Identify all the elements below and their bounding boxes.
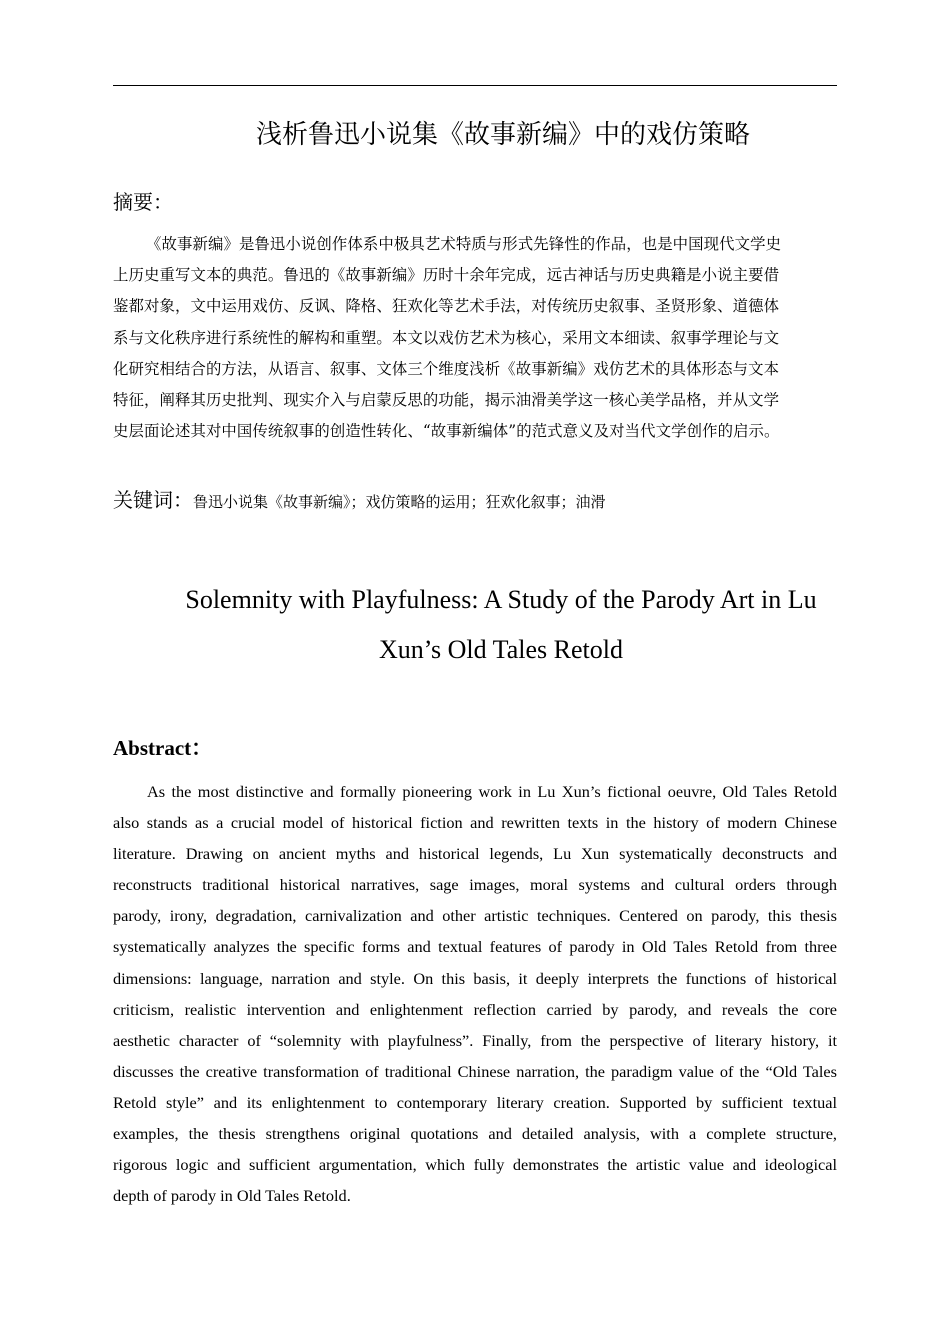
english-abstract-line: reconstructs traditional historical narratives, sage images, moral systems and cultural orders through [113,875,837,895]
english-abstract-line: discusses the creative transformation of traditional Chinese narration, the paradigm value of the “Old Tales [113,1061,837,1081]
english-title [113,575,889,675]
chinese-title: 浅析鲁迅小说集《故事新编》中的戏仿策略 [255,120,750,150]
english-abstract-line: systematically analyzes the specific forms and textual features of parody in Old Tales Retold from three [113,937,837,957]
chinese-abstract-heading: 摘要： [113,190,173,214]
chinese-keywords [113,484,606,513]
chinese-abstract-line: 特征，阐释其历史批判、现实介入与启蒙反思的功能，揭示油滑美学这一核心美学品格，并从文学 [113,391,780,410]
header-rule [113,85,837,86]
english-abstract-line: depth of parody in Old Tales Retold. [113,1186,351,1206]
chinese-abstract-line: 鉴都对象，文中运用戏仿、反讽、降格、狂欢化等艺术手法，对传统历史叙事、圣贤形象、道德体 [113,297,780,316]
english-title-line: Xun’s Old Tales Retold [379,635,623,664]
english-abstract-line: aesthetic character of “solemnity with playfulness”. Finally, from the perspective of literary history, it [113,1030,837,1050]
chinese-abstract-line: 《故事新编》是鲁迅小说创作体系中极具艺术特质与形式先锋性的作品，也是中国现代文学史 [146,235,782,253]
chinese-abstract-line: 化研究相结合的方法，从语言、叙事、文体三个维度浅析《故事新编》戏仿艺术的具体形态与文本 [113,359,780,378]
english-abstract-line: parody, irony, degradation, carnivalization and other artistic techniques. Centered on parody, this thesis [113,906,837,926]
english-abstract-heading: Abstract： [113,736,213,760]
chinese-abstract-line: 史层面论述其对中国传统叙事的创造性转化、“故事新编体”的范式意义及对当代文学创作的启示。 [113,422,780,441]
chinese-abstract-body [113,229,847,447]
english-abstract-line: dimensions: language, narration and style. On this basis, it deeply interprets the functions of historical [113,968,837,988]
keywords-text: 鲁迅小说集《故事新编》；戏仿策略的运用；狂欢化叙事；油滑 [193,493,606,511]
english-abstract-body [113,776,837,1211]
english-abstract-line: criticism, realistic intervention and enlightenment reflection carried by parody, and reveals the core [113,999,837,1019]
keywords-label: 关键词： [113,488,193,512]
english-abstract-line: also stands as a crucial model of historical fiction and rewritten texts in the history of modern Chinese [113,813,837,833]
english-abstract-line: literature. Drawing on ancient myths and historical legends, Lu Xun systematically deconstructs and [113,844,837,864]
english-abstract-line: rigorous logic and sufficient argumentation, which fully demonstrates the artistic value and ideological [113,1155,837,1175]
english-abstract-line: Retold style” and its enlightenment to contemporary literary creation. Supported by sufficient textual [113,1092,837,1112]
english-abstract-line: As the most distinctive and formally pioneering work in Lu Xun’s fictional oeuvre, Old Tales Retold [147,782,837,801]
english-title-line: Solemnity with Playfulness: A Study of the Parody Art in Lu [185,585,817,614]
chinese-abstract-line: 系与文化秩序进行系统性的解构和重塑。本文以戏仿艺术为核心，采用文本细读、叙事学理论与文 [113,328,780,347]
chinese-abstract-line: 上历史重写文本的典范。鲁迅的《故事新编》历时十余年完成，远古神话与历史典籍是小说主要借 [113,266,780,285]
english-abstract-line: examples, the thesis strengthens original quotations and detailed analysis, with a complete structure, [113,1124,837,1144]
